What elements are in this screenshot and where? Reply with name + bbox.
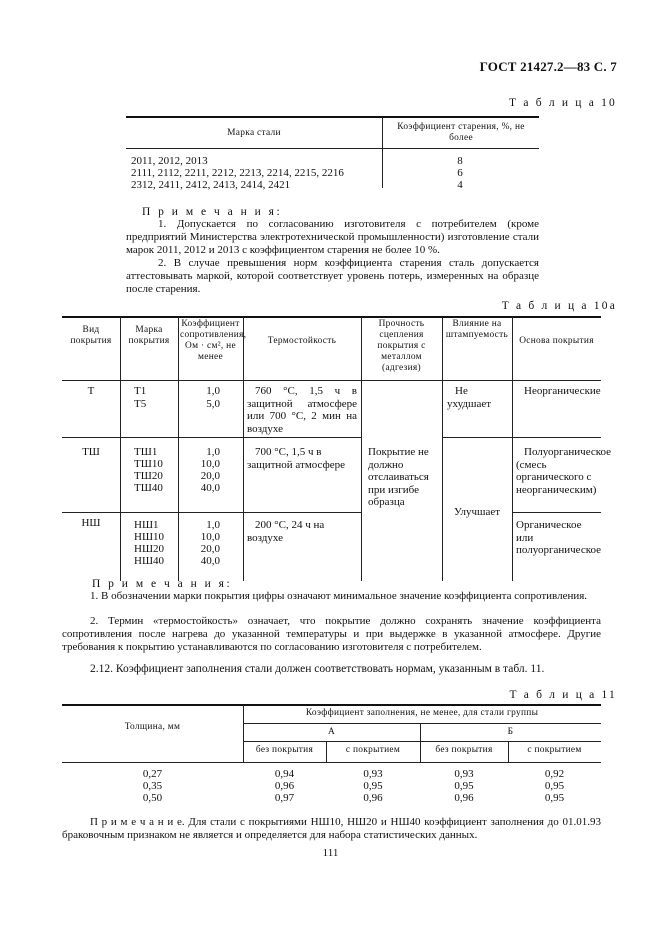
table10a-adhesion: Покрытие не должно отслаиваться при изгибе образца [368,446,429,509]
table11-rule [243,723,601,724]
table10a-grade: ТШ20 [134,470,163,482]
page-number: 111 [322,847,339,859]
table10a-base: Неорганические [524,385,601,397]
table10a-header-base: Основа покрытия [519,336,594,346]
table10a-header-grade: Марка покрытия [128,325,170,346]
table10a-grade: ТШ40 [134,482,163,494]
table10a-header-adhesion: Прочность сцепления покрытия с металлом (адгезия) [377,319,426,373]
table10a-group-rule [442,437,601,438]
table10a-grade: Т5 [134,398,147,410]
table10a-stamp-text: Не ухудшает [447,385,492,410]
table11-value: 0,93 [363,768,383,780]
table10-divider [382,117,383,188]
table10a-caption: Т а б л и ц а 10а [501,300,617,312]
table11-value: 0,93 [454,768,474,780]
table11-value: 0,95 [454,780,474,792]
table10a-heat: 700 °С, 1,5 ч в защитной атмосфере [247,446,345,471]
table10a-col-line [512,317,513,581]
table11-rule [243,741,601,742]
table10a-col-line [178,317,179,581]
table10a-base: Полуорганическое (смесь органического с неорганическим) [516,446,612,496]
table10-row-value: 4 [457,179,463,191]
table10a-grade: НШ1 [134,519,159,531]
table10a-col-line [243,317,244,581]
table10a-group-rule [62,512,361,513]
table10-header-coef: Коэффициент старения, %, не более [397,122,525,143]
notes1-item-2: 2. В случае превышения норм коэффициента старения сталь допускается аттестовывать маркой, которой соответствует уровень потерь, измеренных на образце после старения. [126,257,539,295]
table10a-coef: 20,0 [200,470,220,482]
table11-value: 0,92 [544,768,565,780]
table10a-header-coef: Коэффициент сопротивления, Ом · см², не менее [180,319,247,362]
table11-thickness: 0,50 [142,792,163,804]
table11-thickness: 0,35 [142,780,163,792]
table11-group-a: А [327,727,336,737]
table11-caption: Т а б л и ц а 11 [509,689,617,701]
table11-value: 0,97 [274,792,295,804]
table11-value: 0,95 [363,780,383,792]
table10a-col-line [442,317,443,581]
table10a-col-line [120,317,121,581]
table11-header-group: Коэффициент заполнения, не менее, для стали группы [305,708,539,718]
notes2-title: П р и м е ч а н и я: [92,578,233,590]
table11-header-rule [62,762,601,763]
table10-row-value: 8 [457,155,463,167]
table11-value: 0,96 [274,780,295,792]
table10-header-grade: Марка стали [227,128,281,138]
table10a-group-rule [512,512,601,513]
notes1-item-1: 1. Допускается по согласованию изготовителя с потребителем (кроме предприятий Министерства электротехнической промышленности) изготовление стали марок 2011, 2012 и 2013 с коэффициентом старения не более 10 %. [126,218,539,256]
table10a-col-line [361,317,362,581]
notes2-item-2: 2. Термин «термостойкость» означает, что покрытие должно сохранять значение коэффициента сопротивления после нагрева до указанной температуры и при выдержке в указанной атмосфере. Другие требования к покрытию устанавливаются по согласованию изготовителя с потребителем. [62,615,601,653]
table10a-grade: НШ20 [134,543,165,555]
table10a-grade: Т1 [134,385,147,397]
table10a-coef: 1,0 [206,385,220,397]
table10a-coef: 1,0 [206,519,220,531]
document-header: ГОСТ 21427.2—83 С. 7 [479,59,617,74]
table10a-grade: НШ10 [134,531,165,543]
table11-subheader: с покрытием [345,745,401,755]
notes1-title: П р и м е ч а н и я: [142,206,283,218]
table10a-coef: 10,0 [200,531,220,543]
table10a-heat: 760 °С, 1,5 ч в защитной атмосфере или 700 °С, 2 мин на воздухе [247,385,357,435]
table10a-coef: 40,0 [200,482,220,494]
table10-top-rule [126,116,539,118]
table11-top-rule [62,704,601,706]
table11-value: 0,95 [544,780,565,792]
table10-row-grades: 2011, 2012, 2013 [131,155,208,167]
table10-row-value: 6 [457,167,463,179]
table10a-base: Органическое или полуорганическое [516,519,601,557]
table10a-header-kind: Вид покрытия [70,325,112,346]
table10a-grade: ТШ10 [134,458,163,470]
table10a-header-heat: Термостойкость [267,336,337,346]
table10a-coef: 20,0 [200,543,220,555]
table10a-header-rule [62,380,601,381]
table10a-stamp-improves: Улучшает [453,506,501,518]
table10a-grade: ТШ1 [134,446,158,458]
table10a-grade: НШ40 [134,555,165,567]
note3: П р и м е ч а н и е. Для стали с покрытиями НШ10, НШ20 и НШ40 коэффициент заполнения до 01.01.93 браковочным признаком не является и определяется для набора статистических данных. [62,816,601,841]
table10a-top-rule [62,316,601,318]
table10-header-rule [126,148,539,149]
table11-group-b: Б [507,727,514,737]
table10a-coef: 1,0 [206,446,220,458]
table10a-kind: Т [87,385,95,397]
table11-subheader: без покрытия [255,745,314,755]
table11-value: 0,95 [544,792,565,804]
table10a-coef: 40,0 [200,555,220,567]
table10a-kind: НШ [81,517,101,529]
table10-row-grades: 2312, 2411, 2412, 2413, 2414, 2421 [131,179,291,191]
table11-value: 0,96 [454,792,474,804]
table11-thickness: 0,27 [142,768,163,780]
table10-caption: Т а б л и ц а 10 [509,97,617,109]
notes2-item-1: 1. В обозначении марки покрытия цифры означают минимальное значение коэффициента сопротивления. [90,590,588,602]
table10a-kind: ТШ [82,446,100,458]
table10a-heat: 200 °С, 24 ч на воздухе [247,519,325,544]
table10-row-grades: 2111, 2112, 2211, 2212, 2213, 2214, 2215, 2216 [131,167,344,179]
table11-value: 0,96 [363,792,383,804]
table11-subheader: с покрытием [527,745,582,755]
table11-subheader: без покрытия [435,745,493,755]
table10a-group-rule [62,437,361,438]
table10a-coef: 10,0 [200,458,220,470]
table10a-coef: 5,0 [206,398,220,410]
paragraph-2-12: 2.12. Коэффициент заполнения стали должен соответствовать нормам, указанным в табл. 11. [90,663,545,675]
table11-header-thickness: Толщина, мм [124,722,181,732]
table11-value: 0,94 [274,768,295,780]
table10a-header-stamp: Влияние на штампуемость [445,319,509,340]
